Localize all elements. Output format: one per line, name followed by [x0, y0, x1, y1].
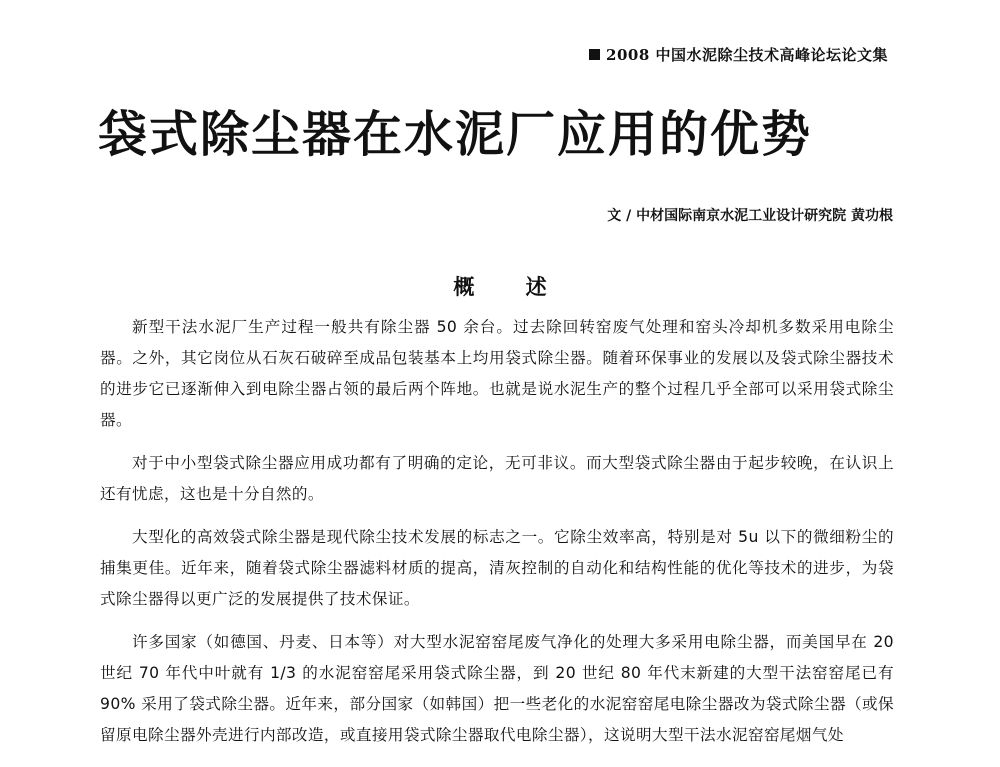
running-header-title: 2008 中国水泥除尘技术高峰论坛论文集 — [606, 46, 888, 64]
running-header — [589, 44, 888, 65]
paragraph-3: 大型化的高效袋式除尘器是现代除尘技术发展的标志之一。它除尘效率高，特别是对 5u 以下的微细粉尘的捕集更佳。近年来，随着袋式除尘器滤料材质的提高，清灰控制的自动化和结构性能的优化等技术的进步，为袋式除尘器得以更广泛的发展提供了技术保证。 — [100, 528, 894, 608]
author-byline: 文 / 中材国际南京水泥工业设计研究院 黄功根 — [607, 208, 893, 224]
article-body — [100, 312, 894, 767]
section-heading: 概 述 — [453, 275, 569, 299]
paragraph-1: 新型干法水泥厂生产过程一般共有除尘器 50 余台。过去除回转窑废气处理和窑头冷却机多数采用电除尘器。之外，其它岗位从石灰石破碎至成品包装基本上均用袋式除尘器。随着环保事业的发展以及袋式除尘器技术的进步它已逐渐伸入到电除尘器占领的最后两个阵地。也就是说水泥生产的整个过程几乎全部可以采用袋式除尘器。 — [100, 318, 894, 429]
square-bullet-icon — [589, 49, 600, 60]
paragraph-2: 对于中小型袋式除尘器应用成功都有了明确的定论，无可非议。而大型袋式除尘器由于起步较晚，在认识上还有忧虑，这也是十分自然的。 — [100, 454, 894, 503]
article-title: 袋式除尘器在水泥厂应用的优势 — [98, 106, 813, 163]
paragraph-4: 许多国家（如德国、丹麦、日本等）对大型水泥窑窑尾废气净化的处理大多采用电除尘器，而美国早在 20 世纪 70 年代中叶就有 1/3 的水泥窑窑尾采用袋式除尘器，到 20 世纪 80 年代末新建的大型干法窑窑尾已有 90% 采用了袋式除尘器。近年来，部分国家（如韩国）把一些老化的水泥窑窑尾电除尘器改为袋式除尘器（或保留原电除尘器外壳进行内部改造，或直接用袋式除尘器取代电除尘器），这说明大型干法水泥窑窑尾烟气处 — [100, 633, 895, 744]
